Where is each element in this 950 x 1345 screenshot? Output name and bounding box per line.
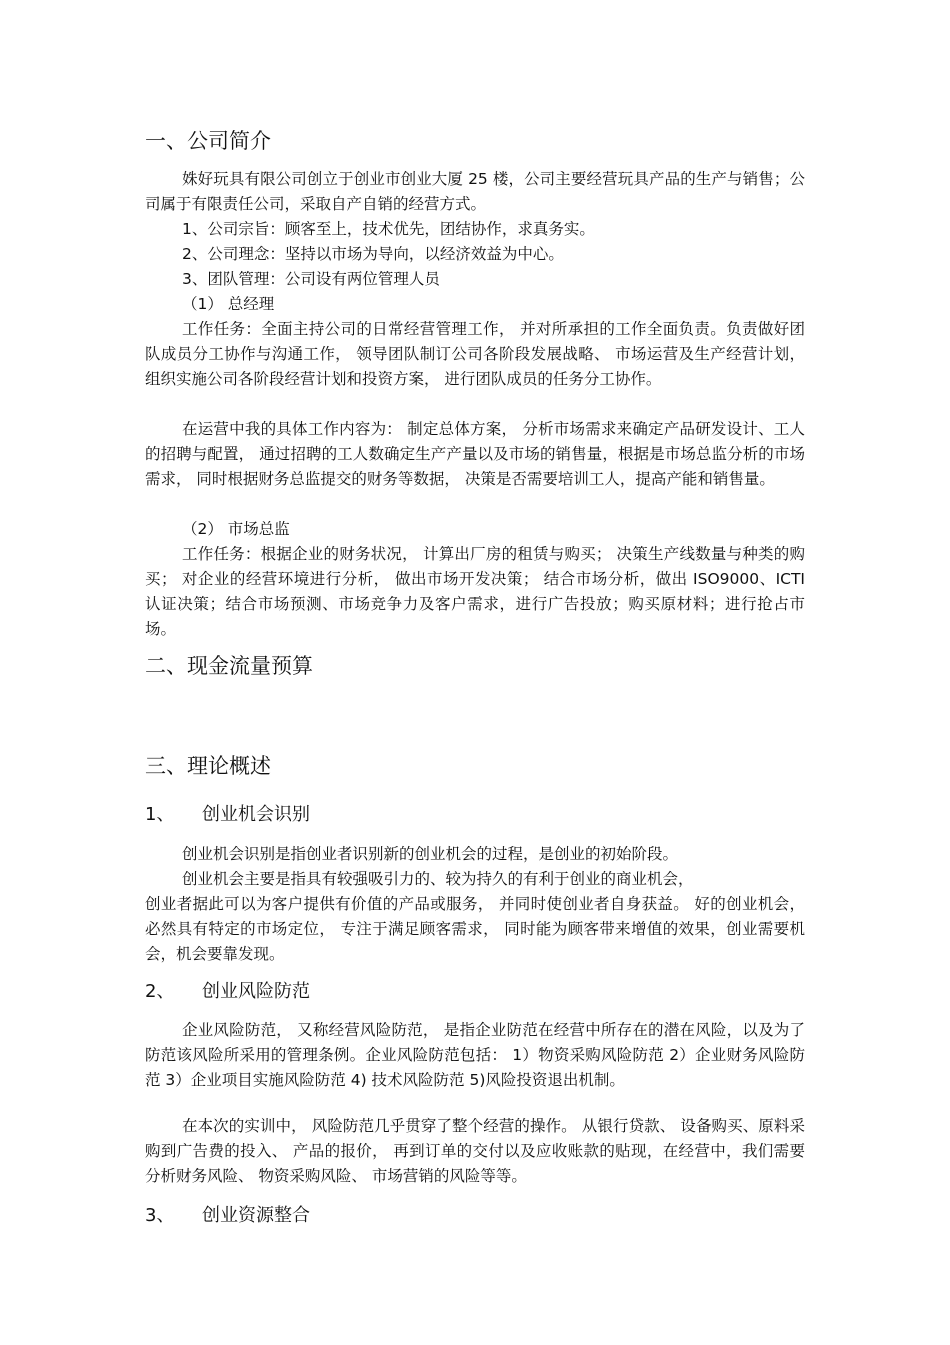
paragraph-risk-practice: 在本次的实训中， 风险防范几乎贯穿了整个经营的操作。 从银行贷款、 设备购买、原料采购到广告费的投入、 产品的报价， 再到订单的交付以及应收账款的贴现，在经营中，我们需要分析财务风险、 物资采购风险、 市场营销的风险等等。 (145, 1117, 805, 1185)
subsection-heading-resources (145, 1204, 310, 1228)
paragraph-marketing-duties: 工作任务：根据企业的财务状况， 计算出厂房的租赁与购买； 决策生产线数量与种类的购买； 对企业的经营环境进行分析， 做出市场开发决策； 结合市场分析，做出 ISO9000、ICTI 认证决策；结合市场预测、市场竞争力及客户需求，进行广告投放；购买原材料；进行抢占市场。 (145, 545, 805, 638)
section-heading-company-intro: 一、公司简介 (145, 129, 271, 153)
section-heading-theory: 三、理论概述 (145, 754, 271, 778)
subsection-number: 3、 (145, 1205, 175, 1226)
paragraph-company-overview: 姝好玩具有限公司创立于创业市创业大厦 25 楼，公司主要经营玩具产品的生产与销售；公司属于有限责任公司，采取自产自销的经营方式。 (145, 170, 805, 213)
list-item-mission: 1、公司宗旨：顾客至上，技术优先，团结协作，求真务实。 (182, 220, 595, 238)
subsection-title: 创业机会识别 (202, 804, 310, 825)
paragraph-gm-duties: 工作任务：全面主持公司的日常经营管理工作， 并对所承担的工作全面负责。负责做好团队成员分工协作与沟通工作， 领导团队制订公司各阶段发展战略、 市场运营及生产经营计划， 组织实施公司各阶段经营计划和投资方案， 进行团队成员的任务分工协作。 (145, 320, 805, 388)
list-item-philosophy: 2、公司理念：坚持以市场为导向，以经济效益为中心。 (182, 245, 564, 263)
paragraph-opportunity-definition: 创业机会识别是指创业者识别新的创业机会的过程，是创业的初始阶段。 (182, 845, 679, 863)
paragraph-risk-definition: 企业风险防范， 又称经营风险防范， 是指企业防范在经营中所存在的潜在风险，以及为了防范该风险所采用的管理条例。企业风险防范包括： 1）物资采购风险防范 2）企业财务风险防范 3）企业项目实施风险防范 4) 技术风险防范 5)风险投资退出机制。 (145, 1021, 805, 1089)
subheading-marketing-director: （2） 市场总监 (182, 520, 290, 538)
subsection-number: 2、 (145, 981, 175, 1002)
subheading-general-manager: （1） 总经理 (182, 295, 275, 313)
subsection-heading-opportunity (145, 803, 310, 827)
list-item-team-management: 3、团队管理：公司设有两位管理人员 (182, 270, 440, 288)
section-heading-cash-flow: 二、现金流量预算 (145, 654, 313, 678)
subsection-title: 创业资源整合 (202, 1205, 310, 1226)
subsection-title: 创业风险防范 (202, 981, 310, 1002)
subsection-heading-risk (145, 980, 310, 1004)
subsection-number: 1、 (145, 804, 175, 825)
paragraph-opportunity-detail: 创业者据此可以为客户提供有价值的产品或服务， 并同时使创业者自身获益。 好的创业机会， 必然具有特定的市场定位， 专注于满足顾客需求， 同时能为顾客带来增值的效果，创业需要机会，机会要靠发现。 (145, 895, 805, 963)
paragraph-opportunity-detail-line1: 创业机会主要是指具有较强吸引力的、较为持久的有利于创业的商业机会， (182, 870, 694, 888)
paragraph-gm-work-content: 在运营中我的具体工作内容为： 制定总体方案， 分析市场需求来确定产品研发设计、工人的招聘与配置， 通过招聘的工人数确定生产产量以及市场的销售量，根据是市场总监分析的市场需求， 同时根据财务总监提交的财务等数据， 决策是否需要培训工人，提高产能和销售量。 (145, 420, 805, 488)
